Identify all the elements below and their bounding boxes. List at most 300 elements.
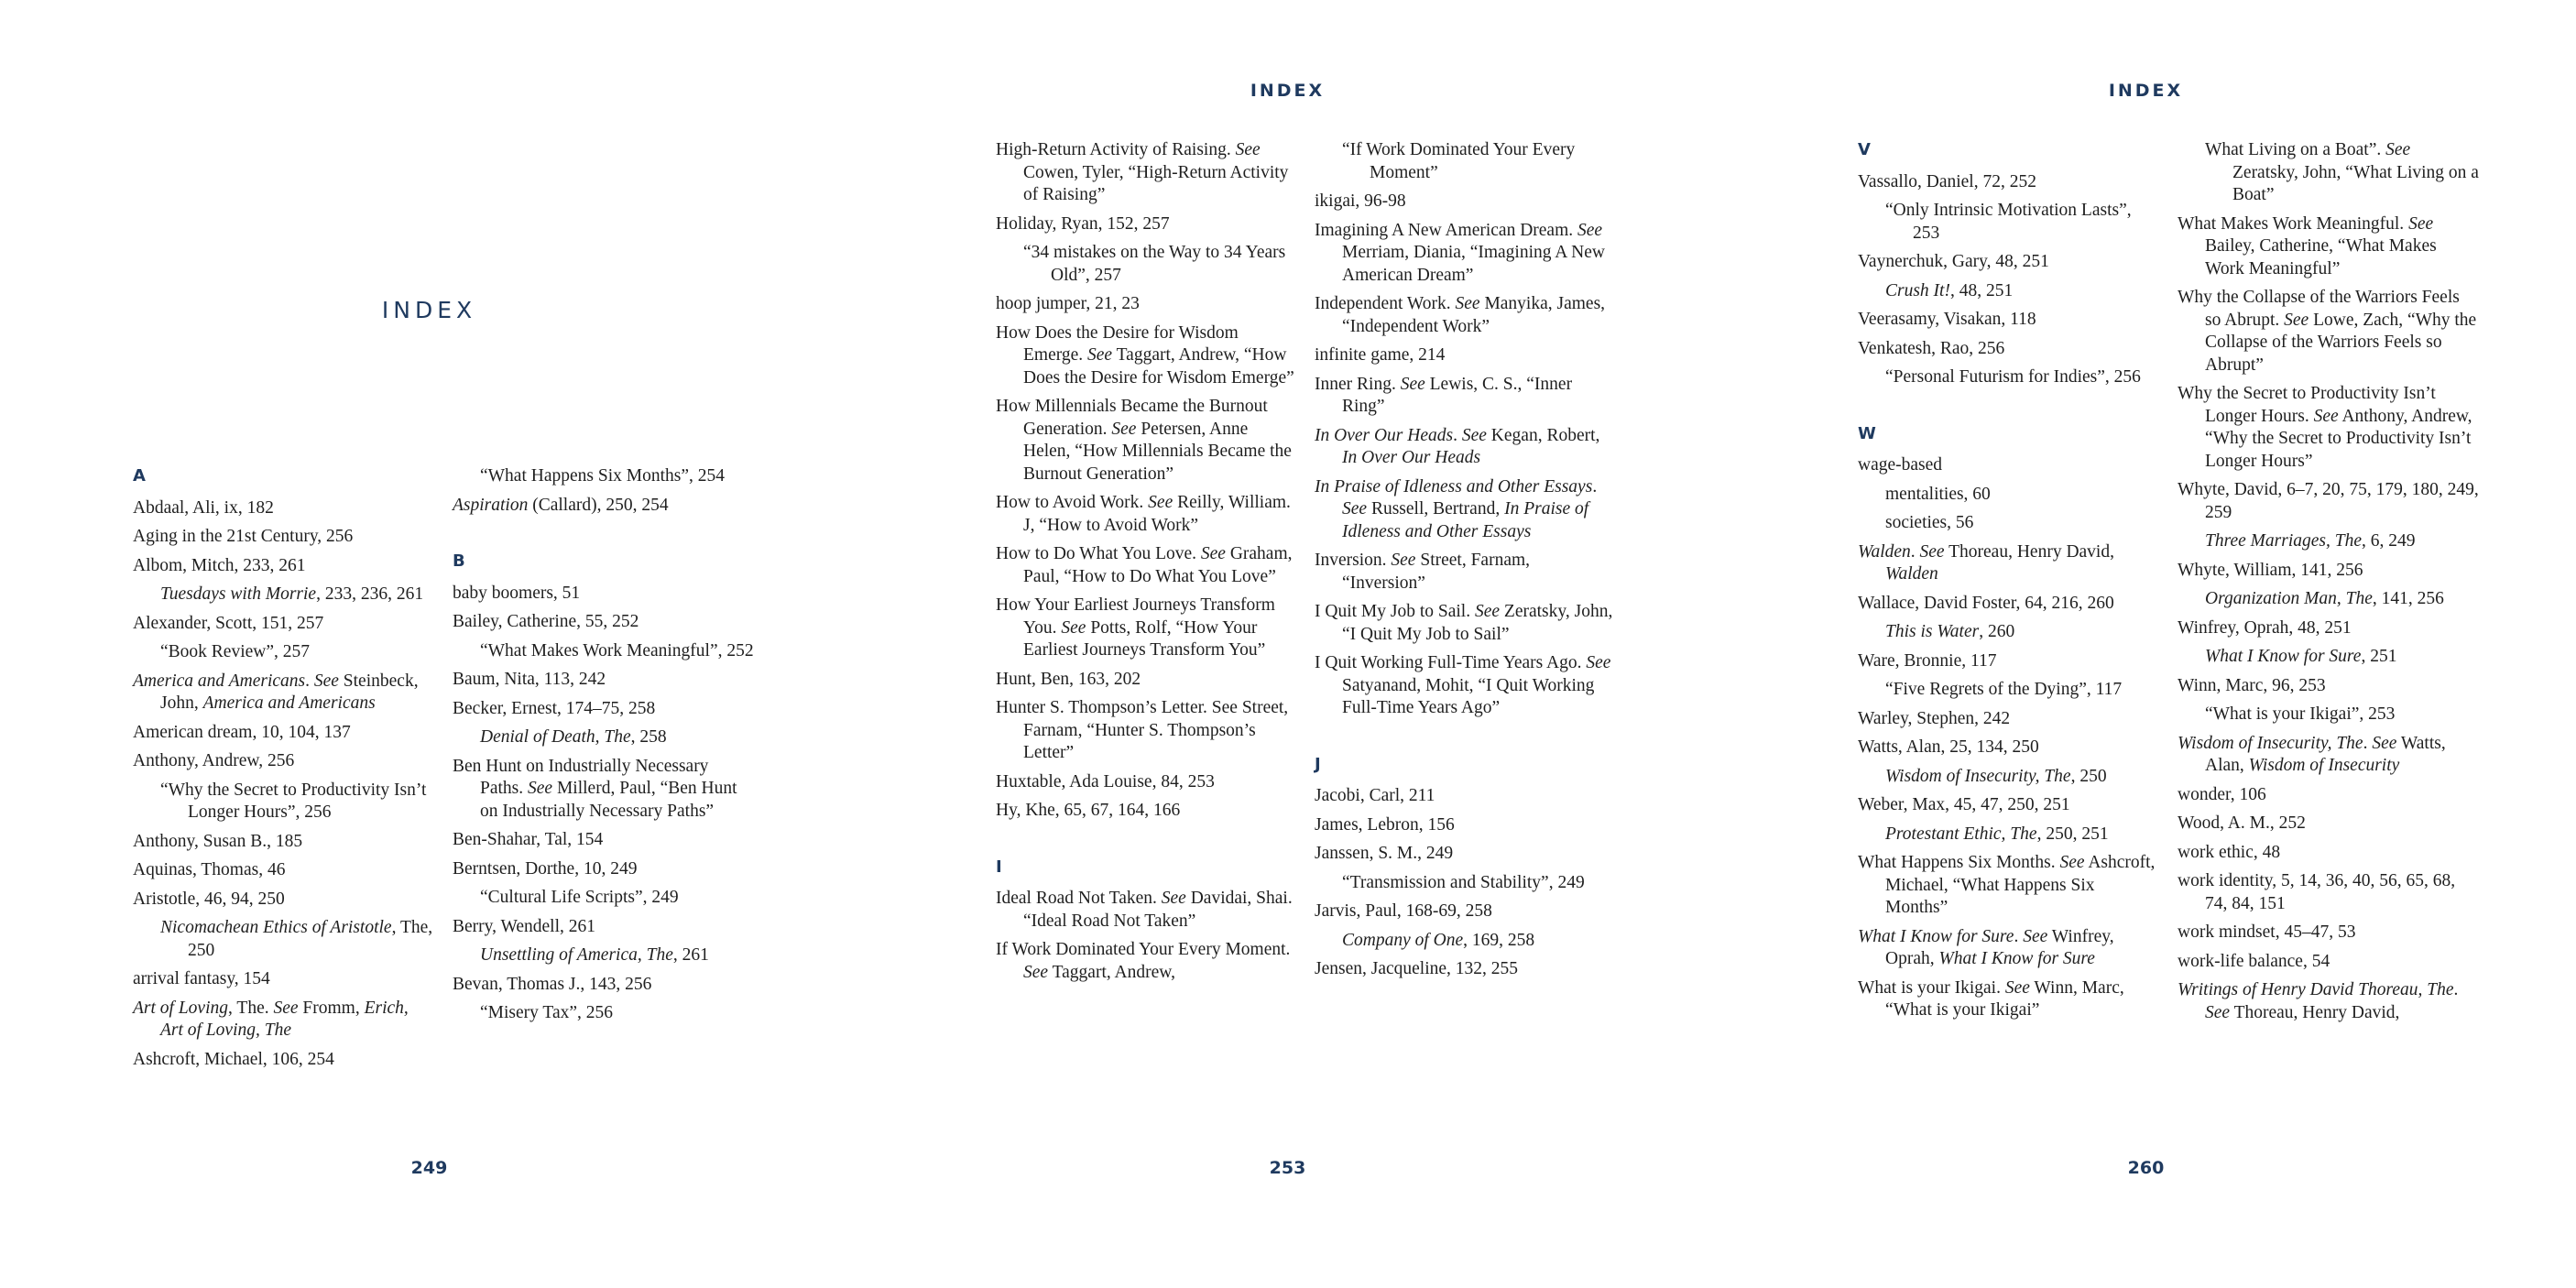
index-entry [996,800,1298,823]
italic-text: Erich, Art of Loving, The [160,998,409,1040]
entry-text: Watts, Alan, [2205,733,2446,775]
entry-text: Aging in the 21st Century, 256 [133,527,354,546]
index-subentry [2178,704,2480,726]
index-entry [1858,926,2160,971]
entry-text: . [2453,980,2459,999]
index-entry [1315,958,1617,981]
index-subentry [453,944,755,967]
entry-text: Ashcroft, Michael, “What Happens Six Months” [1885,853,2156,917]
entry-text: American dream, 10, 104, 137 [133,722,351,742]
italic-text: See [1061,617,1086,638]
entry-text: Taggart, Andrew, “How Does the Desire for Wisdom Emerge” [1023,345,1294,387]
italic-text: See [1586,653,1611,672]
italic-text: What I Know for Sure [1938,949,2095,968]
index-entry [996,669,1298,692]
index-entry [1858,852,2160,920]
entry-text: . [1592,476,1598,497]
entry-text: Fromm, [298,998,365,1018]
italic-text: See [2284,310,2309,330]
index-entry [2178,479,2480,524]
italic-text: See [2313,406,2339,426]
italic-text: See [1577,220,1603,240]
entry-text: Winfrey, Oprah, [1885,926,2114,968]
index-entry [2178,813,2480,835]
index-entry [133,859,435,882]
entry-text: Lowe, Zach, “Why the Collapse of the Warriors Feels so Abrupt” [2205,310,2477,375]
index-subentry [1858,621,2160,644]
italic-text: In Over Our Heads [1342,448,1481,467]
italic-text: Wisdom of Insecurity, The [2178,733,2363,753]
italic-text: Walden [1885,564,1938,584]
entry-text: (Callard), 250, 254 [528,495,669,515]
index-entry [133,671,435,715]
running-head: INDEX [1250,81,1326,101]
entry-text: Russell, Bertrand, [1367,499,1505,518]
index-entry [1315,601,1617,646]
index-subentry [1858,280,2160,303]
italic-text: Three Marriages, The [2205,531,2362,551]
index-entry [1315,344,1617,367]
index-entry [2178,560,2480,583]
index-entry [1858,794,2160,817]
entry-text: Steinbeck, John, [160,671,419,713]
page-number: 249 [410,1158,448,1178]
entry-text: What Living on a Boat”. [2205,140,2386,159]
italic-text: What I Know for Sure [1858,926,2014,946]
entry-text: Potts, Rolf, “How Your Earliest Journeys Transform You” [1023,617,1266,660]
entry-text: Thoreau, Henry David, [1944,541,2114,562]
italic-text: Nicomachean Ethics of Aristotle [160,918,392,937]
entry-text: Hunt, Ben, 163, 202 [996,669,1141,689]
entry-text: hoop jumper, 21, 23 [996,294,1140,313]
entry-text: work ethic, 48 [2178,842,2281,862]
italic-text: Company of One [1342,930,1464,950]
entry-text: work identity, 5, 14, 36, 40, 56, 65, 68, 74, 84, 151 [2178,871,2456,913]
entry-text: Thoreau, Henry David, [2230,1002,2400,1022]
index-entry [453,916,755,939]
italic-text: See [1023,962,1049,982]
italic-text: Aspiration [453,495,529,515]
entry-text: “What Makes Work Meaningful”, 252 [480,640,754,660]
italic-text: See [273,998,299,1018]
index-entry [996,396,1298,486]
entry-text: I Quit My Job to Sail. [1315,602,1475,621]
index-entry [133,722,435,745]
entry-text: “Personal Futurism for Indies”, 256 [1885,367,2141,387]
index-column-left [1858,139,2160,1029]
index-subentry [2178,530,2480,553]
index-entry [2178,842,2480,865]
index-entry [1315,191,1617,213]
italic-text: See [528,779,553,798]
entry-text: Satyanand, Mohit, “I Quit Working Full-Time Years Ago” [1342,675,1595,717]
entry-text: Jarvis, Paul, 168-69, 258 [1315,901,1492,921]
entry-text: Street, Farnam, “Inversion” [1342,551,1531,593]
italic-text: Walden [1858,541,1911,562]
index-entry [2178,383,2480,473]
index-entry [996,293,1298,316]
index-entry [2178,287,2480,377]
index-entry [1315,220,1617,288]
entry-text: , 6, 249 [2361,531,2416,551]
index-entry [133,889,435,911]
index-entry [453,756,755,824]
entry-text: Wood, A. M., 252 [2178,813,2306,833]
entry-text: , 141, 256 [2372,589,2444,608]
index-subentry [453,640,755,663]
italic-text: See [1919,541,1945,562]
entry-text: . [305,671,314,691]
italic-text: See [313,671,339,691]
section-gap [453,523,755,551]
index-entry [1858,708,2160,731]
index-subentry [1858,679,2160,702]
index-entry [996,697,1298,765]
entry-text: Petersen, Anne Helen, “How Millennials Became the Burnout Generation” [1023,419,1292,484]
entry-text: “Misery Tax”, 256 [480,1003,614,1022]
entry-text: Huxtable, Ada Louise, 84, 253 [996,771,1215,791]
index-entry [1315,293,1617,338]
entry-text: How Your Earliest Journeys Transform You. [996,595,1275,638]
index-subentry [1858,766,2160,789]
entry-text: Ben Hunt on Industrially Necessary Paths. [453,756,709,798]
italic-text: See [1161,889,1186,908]
entry-text: Ware, Bronnie, 117 [1858,650,1997,671]
entry-text: Baum, Nita, 113, 242 [453,670,606,689]
index-subentry [453,887,755,910]
italic-text: Wisdom of Insecurity, The [1885,766,2071,786]
entry-text: I Quit Working Full-Time Years Ago. [1315,653,1587,672]
entry-text: “Why the Secret to Productivity Isn’t Longer Hours”, 256 [160,780,427,822]
index-entry [2178,733,2480,778]
entry-text: Inversion. [1315,551,1392,570]
index-entry [1315,901,1617,923]
index-entry [2178,675,2480,698]
entry-text: Taggart, Andrew, [1048,962,1175,982]
index-column-left [133,465,435,1077]
entry-text: Alexander, Scott, 151, 257 [133,613,324,633]
index-entry [133,555,435,578]
entry-text: “What is your Ikigai”, 253 [2205,704,2396,724]
italic-text: See [2205,1002,2231,1022]
entry-text: Hy, Khe, 65, 67, 164, 166 [996,801,1181,820]
entry-text: Winfrey, Oprah, 48, 251 [2178,617,2352,638]
entry-text: Vassallo, Daniel, 72, 252 [1858,171,2036,191]
italic-text: See [1342,499,1368,518]
entry-text: Davidai, Shai. “Ideal Road Not Taken” [1023,889,1293,931]
index-entry [1315,550,1617,595]
entry-text: How to Do What You Love. [996,544,1201,563]
index-entry [1858,593,2160,616]
entry-text: “What Happens Six Months”, 254 [480,466,726,486]
entry-text: Merriam, Diania, “Imagining A New American Dream” [1342,243,1606,285]
entry-text: , 169, 258 [1463,930,1535,950]
entry-text: infinite game, 214 [1315,345,1446,365]
entry-text: Anthony, Susan B., 185 [133,831,303,851]
section-gap [1315,726,1617,754]
entry-text: “Transmission and Stability”, 249 [1342,872,1585,892]
entry-text: Bailey, Catherine, “What Makes Work Meaningful” [2205,236,2437,278]
index-entry [1858,338,2160,361]
index-entry [2178,617,2480,640]
entry-text: , 258 [630,727,667,747]
entry-text: James, Lebron, 156 [1315,814,1455,835]
entry-text: How Millennials Became the Burnout Generation. [996,397,1268,439]
index-subentry [1858,484,2160,507]
entry-text: Reilly, William. J, “How to Avoid Work” [1023,493,1291,535]
italic-text: In Praise of Idleness and Other Essays [1342,499,1589,541]
index-subentry [996,242,1298,287]
index-column-right [1315,139,1617,988]
entry-text: Venkatesh, Rao, 256 [1858,338,2005,358]
index-entry [996,322,1298,390]
entry-text: Albom, Mitch, 233, 261 [133,555,306,575]
entry-text: Veerasamy, Visakan, 118 [1858,310,2036,329]
index-entry [2178,784,2480,807]
entry-text: Millerd, Paul, “Ben Hunt on Industrially Necessary Paths” [480,779,737,821]
index-entry [996,888,1298,933]
entry-text: wonder, 106 [2178,784,2266,804]
entry-text: How to Avoid Work. [996,493,1149,512]
entry-text: Whyte, David, 6–7, 20, 75, 179, 180, 249, 259 [2178,480,2479,522]
entry-text: Aquinas, Thomas, 46 [133,860,286,879]
index-entry [453,495,755,518]
index-entry [2178,870,2480,915]
entry-text: If Work Dominated Your Every Moment. [996,940,1291,959]
entry-text: Manyika, James, “Independent Work” [1342,294,1606,336]
index-entry [453,611,755,634]
index-subentry [1858,512,2160,535]
index-entry [453,858,755,881]
italic-text: See [2059,853,2085,872]
italic-text: This is Water [1885,622,1980,641]
index-entry [133,1049,435,1072]
index-entry [2178,951,2480,974]
entry-text: Abdaal, Ali, ix, 182 [133,497,274,518]
index-entry [133,613,435,636]
italic-text: See [1474,602,1501,621]
entry-text: Lewis, C. S., “Inner Ring” [1342,374,1573,416]
entry-text: , 260 [1979,622,2015,641]
index-subentry [1315,139,1617,184]
entry-text: arrival fantasy, 154 [133,969,270,988]
index-entry [1858,737,2160,759]
entry-text: Anthony, Andrew, 256 [133,751,295,770]
italic-text: Tuesdays with Morrie [160,584,317,604]
section-gap [996,829,1298,857]
italic-text: Art of Loving [133,998,229,1018]
index-entry [996,939,1298,984]
entry-text: work-life balance, 54 [2178,951,2330,971]
index-entry [996,595,1298,662]
section-letter: V [1858,140,1871,159]
entry-text: , 250 [2070,766,2107,786]
index-entry [133,968,435,991]
entry-text: Whyte, William, 141, 256 [2178,560,2363,580]
index-entry [1858,650,2160,673]
entry-text: Graham, Paul, “How to Do What You Love” [1023,544,1293,586]
index-entry [453,583,755,606]
italic-text: See [1148,493,1173,512]
italic-text: Wisdom of Insecurity [2248,756,2400,775]
entry-text: Why the Collapse of the Warriors Feels so Abrupt. [2178,288,2460,330]
entry-text: Bevan, Thomas J., 143, 256 [453,974,652,994]
index-entry [996,492,1298,537]
entry-text: Kegan, Robert, [1486,425,1600,445]
index-entry [133,831,435,854]
italic-text: See [2385,140,2411,159]
italic-text: Protestant Ethic, The [1885,824,2037,844]
entry-text: What Happens Six Months. [1858,853,2060,872]
page-249 [0,0,858,1288]
running-head: INDEX [2108,81,2184,101]
entry-text: . [2363,733,2373,753]
entry-text: “Only Intrinsic Motivation Lasts”, 253 [1885,201,2132,243]
index-entry [1315,785,1617,808]
italic-text: Unsettling of America, The [480,945,673,965]
italic-text: See [1200,544,1226,563]
entry-text: Wallace, David Foster, 64, 216, 260 [1858,593,2114,613]
italic-text: See [1087,345,1113,365]
index-subentry [1315,930,1617,953]
index-subentry [2178,588,2480,611]
italic-text: Writings of Henry David Thoreau, The [2178,980,2454,999]
entry-text: societies, 56 [1885,513,1974,532]
entry-text: Imagining A New American Dream. [1315,220,1578,240]
index-entry [453,698,755,721]
entry-text: Bailey, Catherine, 55, 252 [453,612,639,631]
entry-text: wage-based [1858,455,1943,475]
entry-text: “Book Review”, 257 [160,642,311,661]
section-letter: A [133,466,146,486]
page-number: 260 [2127,1158,2165,1178]
italic-text: What I Know for Sure [2205,647,2362,666]
index-entry [1858,541,2160,586]
index-entry [996,213,1298,236]
section-gap [1858,396,2160,423]
index-entry [996,771,1298,794]
index-subentry [453,726,755,749]
section-letter: I [996,857,1002,877]
index-entry [1858,977,2160,1022]
entry-text: mentalities, 60 [1885,484,1991,504]
entry-text: Warley, Stephen, 242 [1858,708,2011,728]
entry-text: Janssen, S. M., 249 [1315,844,1454,863]
entry-text: . [1910,541,1920,562]
entry-text: Zeratsky, John, “What Living on a Boat” [2232,162,2479,204]
index-entry [133,750,435,773]
index-subentry [1858,366,2160,389]
entry-text: Weber, Max, 45, 47, 250, 251 [1858,795,2070,814]
index-subentry [2178,139,2480,207]
italic-text: See [2004,977,2030,998]
italic-text: See [1455,294,1480,313]
italic-text: In Praise of Idleness and Other Essays [1315,476,1593,497]
entry-text: Jacobi, Carl, 211 [1315,786,1435,805]
index-entry [453,829,755,852]
entry-text: , 251 [2361,647,2397,666]
entry-text: Winn, Marc, “What is your Ikigai” [1885,977,2124,1020]
entry-text: , 261 [672,945,709,965]
entry-text: Ben-Shahar, Tal, 154 [453,830,604,849]
italic-text: See [1391,551,1416,570]
index-entry [1315,843,1617,866]
index-entry [1315,374,1617,419]
index-subentry [133,780,435,824]
entry-text: How Does the Desire for Wisdom Emerge. [996,322,1239,365]
index-title: INDEX [381,297,477,323]
entry-text: Inner Ring. [1315,374,1401,394]
entry-text: Zeratsky, John, “I Quit My Job to Sail” [1342,602,1613,644]
entry-text: . [1453,425,1462,445]
italic-text: See [1400,374,1425,394]
index-entry [1315,652,1617,720]
index-entry [1858,251,2160,274]
entry-text: What is your Ikigai. [1858,977,2005,998]
entry-text: Jensen, Jacqueline, 132, 255 [1315,959,1519,978]
entry-text: , 250, 251 [2036,824,2109,844]
italic-text: Crush It! [1885,280,1950,300]
index-subentry [1858,200,2160,245]
entry-text: work mindset, 45–47, 53 [2178,922,2356,942]
index-entry [996,139,1298,207]
italic-text: See [2408,213,2434,234]
entry-text: Winn, Marc, 96, 253 [2178,675,2326,695]
entry-text: What Makes Work Meaningful. [2178,213,2409,234]
index-entry [133,998,435,1042]
italic-text: Organization Man, The [2205,589,2373,608]
italic-text: See [2023,926,2048,946]
entry-text: Holiday, Ryan, 152, 257 [996,213,1170,234]
index-entry [2178,213,2480,281]
italic-text: America and Americans [202,693,376,713]
index-entry [2178,922,2480,944]
index-column-right [2178,139,2480,1031]
entry-text: “Cultural Life Scripts”, 249 [480,888,679,907]
index-entry [1315,476,1617,544]
entry-text: Berry, Wendell, 261 [453,916,596,936]
italic-text: America and Americans [133,671,306,691]
entry-text: , The, 250 [188,918,433,960]
entry-text: baby boomers, 51 [453,583,581,603]
entry-text: , The. [228,998,274,1018]
entry-text: , 233, 236, 261 [316,584,424,604]
index-entry [133,526,435,549]
italic-text: In Over Our Heads [1315,425,1454,445]
italic-text: See [1235,140,1261,159]
index-subentry [1315,872,1617,895]
index-entry [1858,454,2160,477]
page-number: 253 [1269,1158,1306,1178]
index-column-right [453,465,755,1031]
index-entry [453,974,755,997]
entry-text: Independent Work. [1315,294,1456,313]
entry-text: Vaynerchuk, Gary, 48, 251 [1858,252,2049,271]
index-entry [2178,979,2480,1024]
italic-text: See [2372,733,2397,753]
entry-text: Why the Secret to Productivity Isn’t Longer Hours. [2178,384,2436,426]
section-letter: J [1315,754,1321,774]
entry-text: Hunter S. Thompson’s Letter. See Street, Farnam, “Hunter S. Thompson’s Letter” [996,698,1289,762]
entry-text: “If Work Dominated Your Every Moment” [1342,140,1576,182]
index-subentry [133,584,435,606]
page-253 [858,0,1717,1288]
entry-text: Berntsen, Dorthe, 10, 249 [453,858,638,879]
index-entry [453,669,755,692]
section-letter: W [1858,423,1876,443]
index-subentry [453,1002,755,1025]
italic-text: See [1111,419,1137,439]
